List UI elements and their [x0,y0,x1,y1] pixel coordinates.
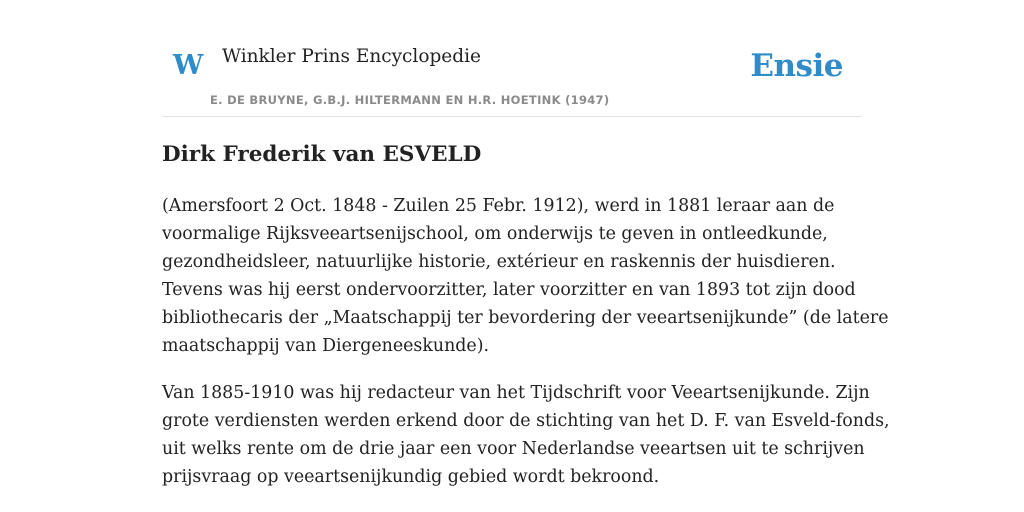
paragraph-line: (Amersfoort 2 Oct. 1848 - Zuilen 25 Febr. 1912), werd in 1881 leraar aan de [162,196,835,216]
site-header [162,0,862,117]
paragraph-line: maatschappij van Diergeneeskunde). [162,336,490,356]
paragraph-line: voormalige Rijksveeartsenijschool, om onderwijs te geven in ontleedkunde, [162,224,828,244]
paragraph-line: Tevens was hij eerst ondervoorzitter, later voorzitter en van 1893 tot zijn dood [162,280,856,300]
paragraph-line: prijsvraag op veeartsenijkundig gebied wordt bekroond. [162,467,660,487]
article [162,140,890,491]
paragraph-line: Van 1885-1910 was hij redacteur van het Tijdschrift voor Veeartsenijkunde. Zijn [162,383,870,403]
publication-authors: E. DE BRUYNE, G.B.J. HILTERMANN EN H.R. HOETINK (1947) [210,93,610,107]
brand-logo[interactable]: Ensie [750,48,843,84]
article-paragraph [162,192,889,360]
paragraph-line: uit welks rente om de drie jaar een voor Nederlandse veeartsen uit te schrijven [162,439,865,459]
article-paragraph [162,379,890,491]
publication-logo[interactable]: W [173,50,204,81]
publication-title[interactable]: Winkler Prins Encyclopedie [222,46,481,67]
paragraph-line: grote verdiensten werden erkend door de stichting van het D. F. van Esveld-fonds, [162,411,890,431]
paragraph-line: bibliothecaris der „Maatschappij ter bevordering der veeartsenijkunde” (de latere [162,308,889,328]
article-title: Dirk Frederik van ESVELD [162,142,482,167]
paragraph-line: gezondheidsleer, natuurlijke historie, extérieur en raskennis der huisdieren. [162,252,836,272]
